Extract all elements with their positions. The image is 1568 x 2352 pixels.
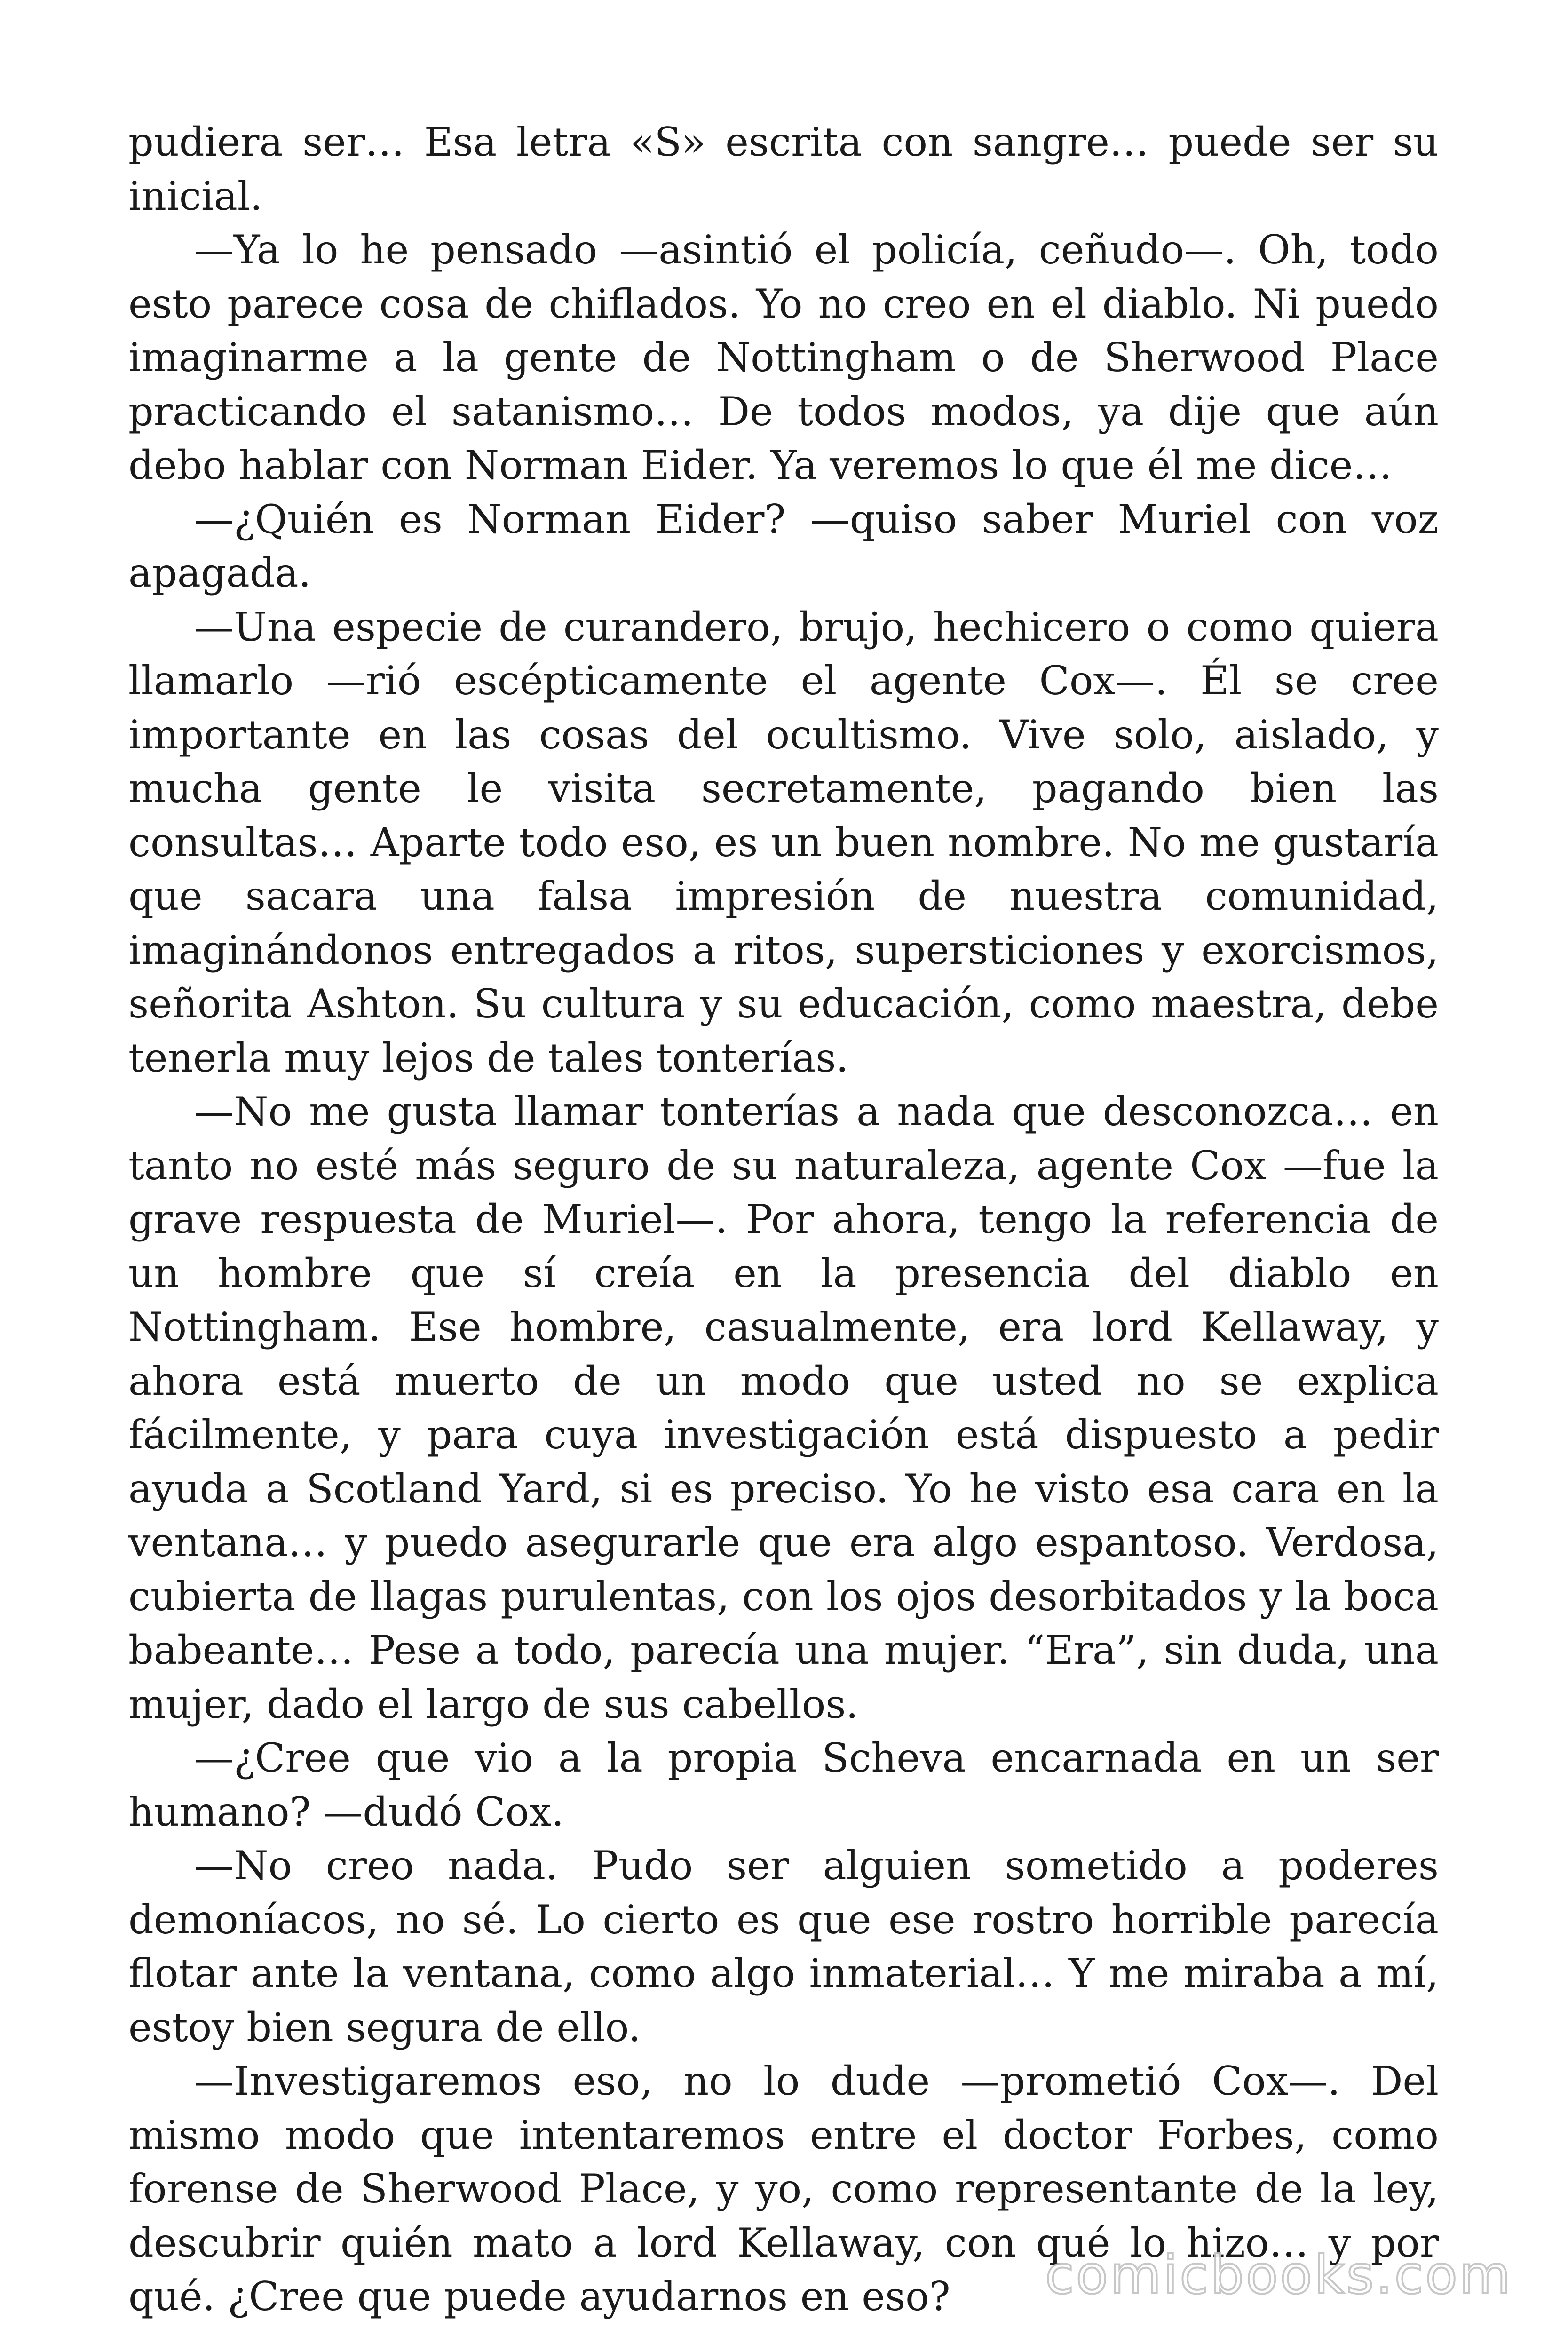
paragraph-dialogue: —¿Quién es Norman Eider? —quiso saber Muriel con voz apagada.: [128, 496, 1439, 596]
paragraph-dialogue: —Una especie de curandero, brujo, hechicero o como quiera llamarlo —rió escépticamente el agente Cox—. Él se cree importante en las cosas del ocultismo. Vive solo, aislado, y mucha gente le visita secretamente, pagando bien las consultas… Aparte todo eso, es un buen nombre. No me gustaría que sacara una falsa impresión de nuestra comunidad, imaginándonos entregados a ritos, supersticiones y exorcismos, señorita Ashton. Su cultura y su educación, como maestra, debe tenerla muy lejos de tales tonterías.: [128, 604, 1439, 1081]
page-text-block: [128, 115, 1439, 2324]
paragraph-dialogue: —No me gusta llamar tonterías a nada que desconozca… en tanto no esté más seguro de su naturaleza, agente Cox —fue la grave respuesta de Muriel—. Por ahora, tengo la referencia de un hombre que sí creía en la presencia del diablo en Nottingham. Ese hombre, casualmente, era lord Kellaway, y ahora está muerto de un modo que usted no se explica fácilmente, y para cuya investigación está dispuesto a pedir ayuda a Scotland Yard, si es preciso. Yo he visto esa cara en la ventana… y puedo asegurarle que era algo espantoso. Verdosa, cubierta de llagas purulentas, con los ojos desorbitados y la boca babeante… Pese a todo, parecía una mujer. “Era”, sin duda, una mujer, dado el largo de sus cabellos.: [128, 1089, 1439, 1727]
watermark-logo: comicbooks.com: [1045, 2245, 1513, 2306]
paragraph-dialogue: —Ya lo he pensado —asintió el policía, ceñudo—. Oh, todo esto parece cosa de chiflados. Yo no creo en el diablo. Ni puedo imaginarme a la gente de Nottingham o de Sherwood Place practicando el satanismo… De todos modos, ya dije que aún debo hablar con Norman Eider. Ya veremos lo que él me dice…: [128, 227, 1439, 488]
paragraph-dialogue: —Investigaremos eso, no lo dude —prometió Cox—. Del mismo modo que intentaremos entre el doctor Forbes, como forense de Sherwood Place, y yo, como representante de la ley, descubrir quién mato a lord Kellaway, con qué lo hizo… y por qué. ¿Cree que puede ayudarnos en eso?: [128, 2058, 1439, 2320]
paragraph-continuation: pudiera ser… Esa letra «S» escrita con sangre… puede ser su inicial.: [128, 119, 1439, 219]
paragraph-dialogue: —¿Cree que vio a la propia Scheva encarnada en un ser humano? —dudó Cox.: [128, 1735, 1439, 1835]
paragraph-dialogue: —No creo nada. Pudo ser alguien sometido a poderes demoníacos, no sé. Lo cierto es que ese rostro horrible parecía flotar ante la ventana, como algo inmaterial… Y me miraba a mí, estoy bien segura de ello.: [128, 1843, 1439, 2050]
